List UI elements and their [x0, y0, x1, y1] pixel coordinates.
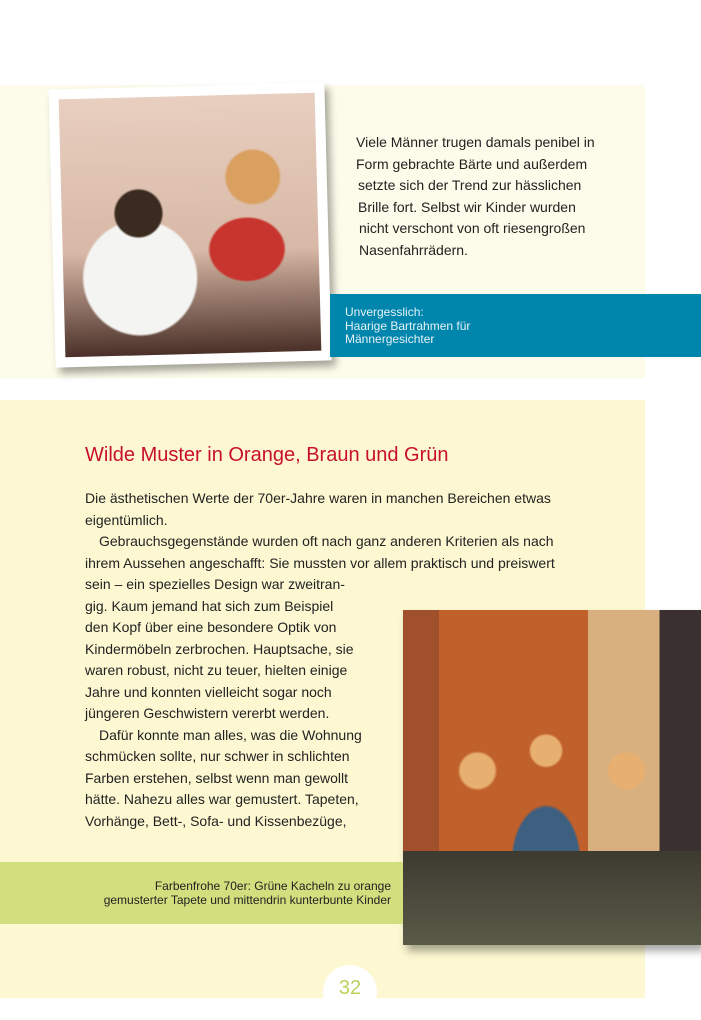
- text-line: gig. Kaum jemand hat sich zum Beispiel: [85, 597, 334, 614]
- text-line: schmücken sollte, nur schwer in schlichten: [85, 748, 350, 764]
- photo-image: [59, 93, 322, 358]
- text-line: setzte sich der Trend zur hässlichen: [358, 177, 582, 193]
- text-line: sein – ein spezielles Design war zweitran-: [85, 576, 345, 592]
- photo-floor: [403, 851, 701, 945]
- text-line: hätte. Nahezu alles war gemustert. Tapeten,: [85, 791, 359, 807]
- text-line: Viele Männer trugen damals penibel in: [356, 134, 595, 150]
- caption-line: Unvergesslich:: [345, 305, 424, 319]
- text-line: nicht verschont von oft riesengroßen: [359, 220, 586, 236]
- text-line: Nasenfahrrädern.: [359, 241, 468, 258]
- intro-quote: [356, 132, 636, 261]
- text-line: Vorhänge, Bett-, Sofa- und Kissenbezüge,: [85, 812, 347, 829]
- text-line: den Kopf über eine besondere Optik von: [85, 619, 337, 635]
- text-line: Form gebrachte Bärte und außerdem: [356, 155, 588, 172]
- text-line: ihrem Aussehen angeschafft: Sie mussten vor allem praktisch und preiswert: [85, 554, 555, 571]
- text-line: Dafür konnte man alles, was die Wohnung: [99, 726, 362, 743]
- photo-man-and-child: [48, 82, 331, 367]
- text-line: Die ästhetischen Werte der 70er-Jahre waren in manchen Bereichen etwas: [85, 490, 551, 506]
- photo-children: [403, 610, 701, 945]
- caption-line: Farbenfrohe 70er: Grüne Kacheln zu orange: [154, 879, 391, 893]
- section-heading: Wilde Muster in Orange, Braun und Grün: [85, 444, 449, 466]
- text-line: Farben erstehen, selbst wenn man gewollt: [85, 769, 349, 786]
- text-line: Gebrauchsgegenstände wurden oft nach ganz anderen Kriterien als nach: [99, 533, 554, 549]
- text-line: jüngeren Geschwistern vererbt werden.: [85, 705, 330, 721]
- text-line: Kindermöbeln zerbrochen. Hauptsache, sie: [85, 640, 354, 657]
- text-line: eigentümlich.: [85, 511, 168, 528]
- caption-line: Männergesichter: [345, 332, 435, 346]
- page-number: 32: [323, 965, 377, 1019]
- caption-line: Haarige Bartrahmen für: [345, 318, 471, 333]
- text-line: Jahre und konnten vielleicht sogar noch: [85, 683, 332, 700]
- caption-line: gemusterter Tapete und mittendrin kunterbunte Kinder: [103, 893, 391, 907]
- text-line: waren robust, nicht zu teuer, hielten einige: [85, 662, 348, 678]
- text-line: Brille fort. Selbst wir Kinder wurden: [358, 198, 576, 215]
- photo-caption-blue: [330, 294, 701, 357]
- photo-caption-green: [0, 862, 403, 924]
